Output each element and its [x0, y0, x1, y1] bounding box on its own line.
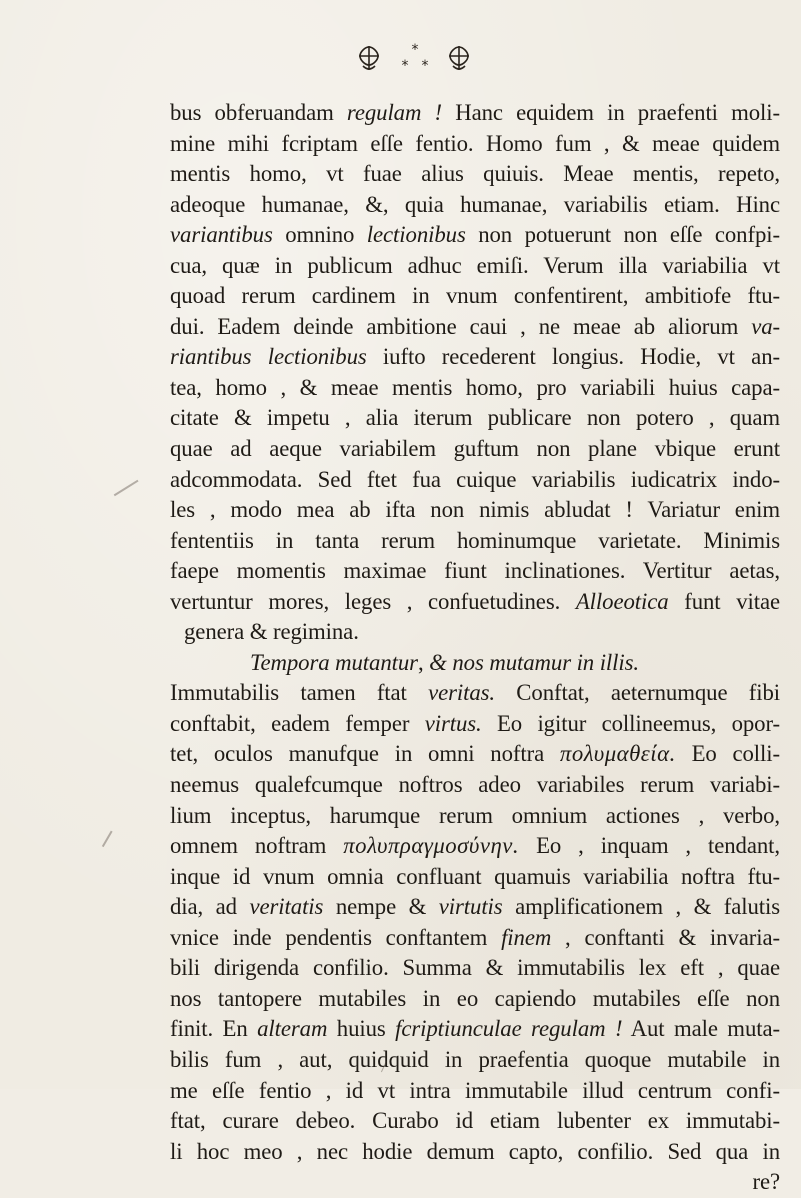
text-run: citate & impetu , alia iterum publicare non potero , quam — [170, 405, 780, 431]
text-line — [170, 617, 780, 648]
text-run: ftat, curare debeo. Curabo id etiam lubenter ex immutabi- — [170, 1108, 780, 1134]
text-run: nempe & — [323, 894, 439, 920]
text-run: omnino — [272, 222, 367, 248]
text-run: tea, homo , & meae mentis homo, pro variabili huius capa- — [170, 374, 780, 400]
text-line — [170, 984, 780, 1015]
text-run: vertuntur mores, leges , confuetudines. — [170, 588, 576, 614]
text-line — [170, 281, 780, 312]
text-line — [170, 1106, 780, 1137]
text-run: funt vitae — [668, 588, 780, 614]
text-line — [170, 526, 780, 557]
text-line — [170, 831, 780, 862]
text-line — [170, 1014, 780, 1045]
margin-mark — [102, 831, 112, 847]
text-line — [170, 892, 780, 923]
text-line — [170, 1076, 780, 1107]
text-run: conftabit, eadem femper — [170, 710, 425, 736]
text-line — [170, 648, 780, 679]
italic-run: lectionibus — [366, 222, 466, 248]
text-line — [170, 129, 780, 160]
text-run: Eo colli- — [675, 741, 780, 767]
text-run: vnice inde pendentis conftantem — [170, 924, 502, 950]
text-run: adeoque humanae, &, quia humanae, variabilis etiam. Hinc — [170, 191, 780, 217]
text-run: inque id vnum omnia confluant quamuis variabilia noftra ftu- — [170, 863, 780, 889]
text-line — [170, 159, 780, 190]
text-line — [170, 801, 780, 832]
text-run: cua, quæ in publicum adhuc emiſi. Verum illa variabilia vt — [170, 252, 780, 278]
text-run: Eo , inquam , tendant, — [519, 833, 780, 859]
italic-run: va- — [751, 313, 780, 339]
text-run: omnem noftram — [170, 833, 344, 859]
text-run: , — [417, 649, 430, 675]
italic-run: veritas. — [428, 680, 496, 706]
text-run: neemus qualefcumque noftros adeo variabiles rerum variabi- — [170, 772, 780, 798]
text-line — [170, 709, 780, 740]
text-run: Eo igitur collineemus, opor- — [481, 710, 781, 736]
svg-text:*: * — [411, 42, 419, 58]
greek-run: πολυμαθεία. — [559, 741, 676, 767]
text-run: bilis fum , aut, quidquid in praefentia quoque mutabile in — [170, 1046, 780, 1072]
italic-run: riantibus lectionibus — [170, 344, 367, 370]
text-run: quae ad aeque variabilem guftum non plane vbique erunt — [170, 436, 780, 462]
text-run: genera & regimina. — [184, 619, 359, 645]
text-run: les , modo mea ab ifta non nimis abludat ! Variatur enim — [170, 497, 780, 523]
text-run: bili dirigenda confilio. Summa & immutabilis lex eft , quae — [170, 955, 780, 981]
text-line — [170, 220, 780, 251]
text-line — [170, 465, 780, 496]
text-run: fententiis in tanta rerum hominumque varietate. Minimis — [170, 527, 780, 553]
text-line — [170, 678, 780, 709]
text-run: Immutabilis tamen ftat — [170, 680, 429, 706]
text-line — [170, 739, 780, 770]
text-run: dui. Eadem deinde ambitione caui , ne meae ab aliorum — [170, 313, 752, 339]
text-line — [170, 98, 780, 129]
italic-run: veritatis — [249, 894, 324, 920]
text-line — [170, 1137, 780, 1168]
text-run: mine mihi fcriptam eſſe fentio. Homo fum , & meae quidem — [170, 130, 780, 156]
text-run: bus obferuandam — [170, 100, 347, 125]
text-line — [170, 1045, 780, 1076]
text-run: dia, ad — [170, 894, 250, 920]
text-line — [170, 923, 780, 954]
text-line — [170, 556, 780, 587]
text-run: nos tantopere mutabiles in eo capiendo mutabiles eſſe non — [170, 985, 780, 1011]
text-run: iufto recederent longius. Hodie, vt an- — [366, 344, 780, 370]
text-run: huius — [327, 1016, 396, 1042]
italic-run: variantibus — [170, 222, 273, 248]
text-line — [170, 434, 780, 465]
text-line — [170, 373, 780, 404]
text-run: amplificationem , & falutis — [502, 894, 781, 920]
text-line — [170, 495, 780, 526]
greek-run: πολυπραγμοσύνην. — [343, 833, 520, 859]
text-line — [170, 587, 780, 618]
margin-mark — [114, 480, 139, 496]
text-run: quoad rerum cardinem in vnum confentirent, ambitiofe ftu- — [170, 283, 780, 309]
italic-run: fcriptiunculae regulam ! — [395, 1016, 623, 1042]
text-run: li hoc meo , nec hodie demum capto, confilio. Sed qua in — [170, 1138, 780, 1164]
text-line — [170, 862, 780, 893]
italic-run: regulam ! — [346, 100, 443, 125]
text-run: re? — [752, 1169, 780, 1195]
text-line — [170, 312, 780, 343]
text-run: , conftanti & invaria- — [551, 924, 780, 950]
svg-text:*: * — [401, 58, 409, 74]
text-run: mentis homo, vt fuae alius quiuis. Meae mentis, repeto, — [170, 161, 780, 187]
italic-run: Alloeotica — [575, 588, 669, 614]
text-line — [170, 190, 780, 221]
text-run: non potuerunt non eſſe confpi- — [465, 222, 780, 248]
italic-run: finem — [501, 924, 552, 950]
italic-run: & nos mutamur in illis. — [429, 649, 640, 675]
body-text — [170, 98, 780, 1198]
text-run: Conftat, aeternumque fibi — [495, 680, 780, 706]
text-run: Hanc equidem in praefenti moli- — [442, 100, 780, 125]
italic-run: virtutis — [438, 894, 503, 920]
text-run: finit. En — [170, 1016, 258, 1042]
text-run: adcommodata. Sed ftet fua cuique variabilis iudicatrix indo- — [170, 466, 780, 492]
italic-run: Tempora mutantur — [250, 649, 418, 675]
svg-text:*: * — [421, 58, 429, 74]
text-run: lium inceptus, harumque rerum omnium actiones , verbo, — [170, 802, 780, 828]
italic-run: alteram — [257, 1016, 328, 1042]
italic-run: virtus. — [424, 710, 482, 736]
fleuron-ornament-icon — [355, 40, 475, 82]
text-run: Aut male muta- — [622, 1016, 780, 1042]
text-line — [170, 342, 780, 373]
text-line — [170, 770, 780, 801]
text-line — [170, 953, 780, 984]
text-run: tet, oculos manufque in omni noftra — [170, 741, 560, 767]
text-run: faepe momentis maximae fiunt inclinationes. Vertitur aetas, — [170, 558, 780, 584]
text-line — [170, 403, 780, 434]
text-run: me eſſe fentio , id vt intra immutabile illud centrum confi- — [170, 1077, 780, 1103]
text-line — [170, 1167, 780, 1198]
text-line — [170, 251, 780, 282]
